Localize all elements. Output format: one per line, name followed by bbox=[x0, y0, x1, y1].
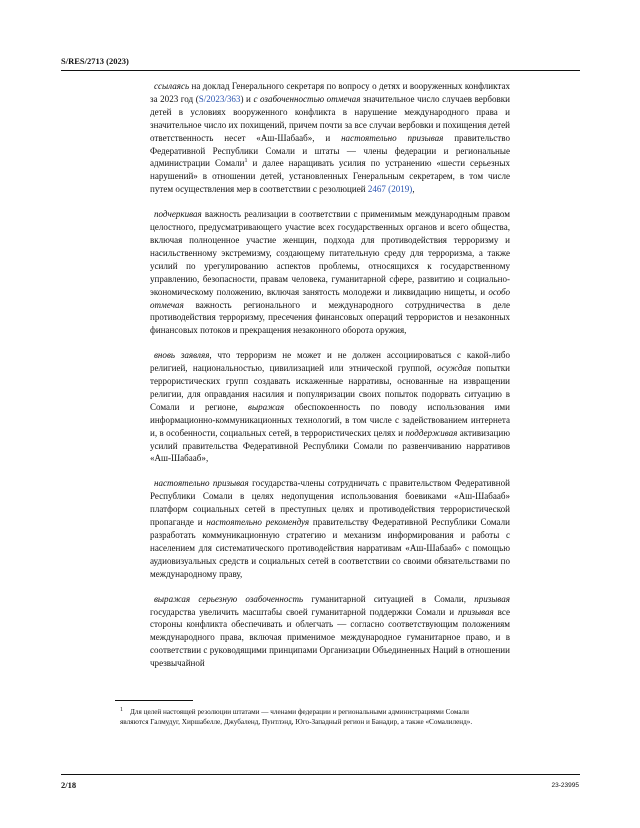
paragraph-text: государства увеличить масштабы своей гуманитарной поддержки Сомали и bbox=[150, 606, 458, 617]
operative-phrase: подчеркивая bbox=[154, 209, 202, 220]
paragraph-text: важность реализации в соответствии с применимым международным правом целостного, предусматривающего участие всех государственных органов и всего общества, включая полноценное участие женщин, подхода для противодействия терроризму и насильственному экстремизму, создающему питательную среду для терроризма, а также усилий по урегулированию аспектов проблемы, относящихся к государственному управлению, безопасности, правам человека, гуманитарной сфере, развитию и социально-экономическому положению, включая занятость молодежи и ликвидацию нищеты, и bbox=[150, 209, 510, 297]
paragraph-text: обеспокоенность по поводу использования ими информационно-коммуникационных технологий, в том числе с задействованием интернета и, в особенности, социальных сетей, в террористических целях и bbox=[150, 401, 510, 438]
operative-phrase: выражая bbox=[248, 401, 285, 412]
operative-phrase: выражая серьезную озабоченность bbox=[154, 593, 304, 604]
page-number: 2/18 bbox=[61, 780, 77, 790]
operative-phrase: особо отмечая bbox=[150, 286, 510, 310]
paragraph-text: на доклад Генерального секретаря по вопросу о детях и вооруженных конфликтах за 2023 год ( bbox=[150, 81, 510, 104]
paragraph-text: гуманитарной ситуацией в Сомали, bbox=[303, 593, 475, 604]
footnote-text: Для целей настоящей резолюции штатами — членами федерации и региональными администрациями Сомали являются Галмудуг, Хиршабелле, Джубаленд, Пунтлэнд, Юго-Западный регион и Банадир, а также «Сомалиленд». bbox=[120, 708, 473, 727]
paragraph-text: , bbox=[412, 184, 415, 195]
paragraph-text: все стороны конфликта обеспечивать и облегчать — согласно соответствующим положениям международного права, включая применимое международное гуманитарное право, и в соответствии с руководящими принципами Организации Объединенных Наций в отношении чрезвычайной bbox=[150, 606, 510, 669]
operative-phrase: с озабоченностью отмечая bbox=[253, 93, 361, 104]
paragraph-text: ) и bbox=[240, 93, 254, 104]
paragraph-text: значительное число случаев вербовки детей в условиях вооруженного конфликта в нарушение международного права и значительное число их похищений, причем почти за все случаи вербовки и похищения детей ответственность несет «Аш-Шабааб», и bbox=[150, 93, 510, 143]
document-code: 23-23995 bbox=[551, 782, 579, 789]
operative-phrase: настоятельно призывая bbox=[341, 132, 444, 143]
footnote-divider bbox=[115, 700, 193, 701]
operative-phrase: призывая bbox=[457, 606, 494, 617]
preamble-paragraph bbox=[150, 593, 510, 670]
paragraph-text: попытки террористических групп создавать искаженные нарративы, основанные на извращении религии, для оправдания насилия и популяризации своих попыток подорвать ситуацию в Сомали и регионе, bbox=[150, 363, 510, 412]
paragraph-text: правительству Федеративной Республики Сомали разработать коммуникационную стратегию и механизм информирования и работы с населением для систематического противодействия нарративам «Аш-Шабааб» с помощью аудиовизуальных средств и социальных сетей в соответствии со своими обязательствами по международному праву, bbox=[150, 517, 510, 579]
footnote-number: 1 bbox=[120, 707, 123, 713]
operative-phrase: призывая bbox=[474, 593, 511, 604]
preamble-paragraph bbox=[150, 349, 510, 465]
preamble-paragraph bbox=[150, 208, 510, 337]
paragraph-text: активизацию усилий правительства Федеративной Республики Сомали по развенчиванию нарративов «Аш-Шабааб», bbox=[150, 427, 510, 464]
document-link[interactable]: S/2023/363 bbox=[198, 93, 241, 104]
paragraph-text: , что терроризм не может и не должен ассоциироваться с какой-либо религией, национальностью, цивилизацией или этнической группой, bbox=[150, 350, 510, 374]
preamble-paragraph bbox=[150, 477, 510, 580]
document-link[interactable]: 2467 (2019) bbox=[367, 184, 413, 195]
paragraph-text: важность регионального и международного сотрудничества в деле противодействия терроризму, пресечения финансовых операций террористов и незаконных финансовых потоков и прекращения незаконного оборота оружия, bbox=[150, 299, 510, 336]
paragraph-text: и далее наращивать усилия по устранению «шести серьезных нарушений» в отношении детей, установленных Генеральным секретарем, в том числе путем осуществления мер в соответствии с резолюцией bbox=[150, 158, 510, 195]
footer-divider bbox=[61, 774, 580, 775]
resolution-body bbox=[150, 80, 510, 682]
footnote-reference[interactable]: 1 bbox=[244, 158, 248, 165]
preamble-paragraph bbox=[150, 80, 510, 196]
operative-phrase: настоятельно рекомендуя bbox=[206, 517, 310, 528]
paragraph-text: правительство Федеративной Республики Сомали и штаты — члены федерации и региональные администрации Сомали bbox=[150, 132, 510, 169]
header-divider bbox=[61, 70, 580, 71]
operative-phrase: вновь заявляя bbox=[154, 350, 210, 361]
operative-phrase: ссылаясь bbox=[154, 81, 190, 91]
operative-phrase: поддерживая bbox=[405, 427, 458, 438]
document-symbol: S/RES/2713 (2023) bbox=[61, 56, 129, 66]
operative-phrase: настоятельно призывая bbox=[154, 478, 249, 489]
footnote bbox=[120, 705, 490, 728]
operative-phrase: осуждая bbox=[437, 363, 472, 374]
paragraph-text: государства-члены сотрудничать с правительством Федеративной Республики Сомали в целях недопущения использования боевиками «Аш-Шабааб» платформ социальных сетей в преступных целях и противодействия террористической пропаганде и bbox=[150, 478, 510, 528]
